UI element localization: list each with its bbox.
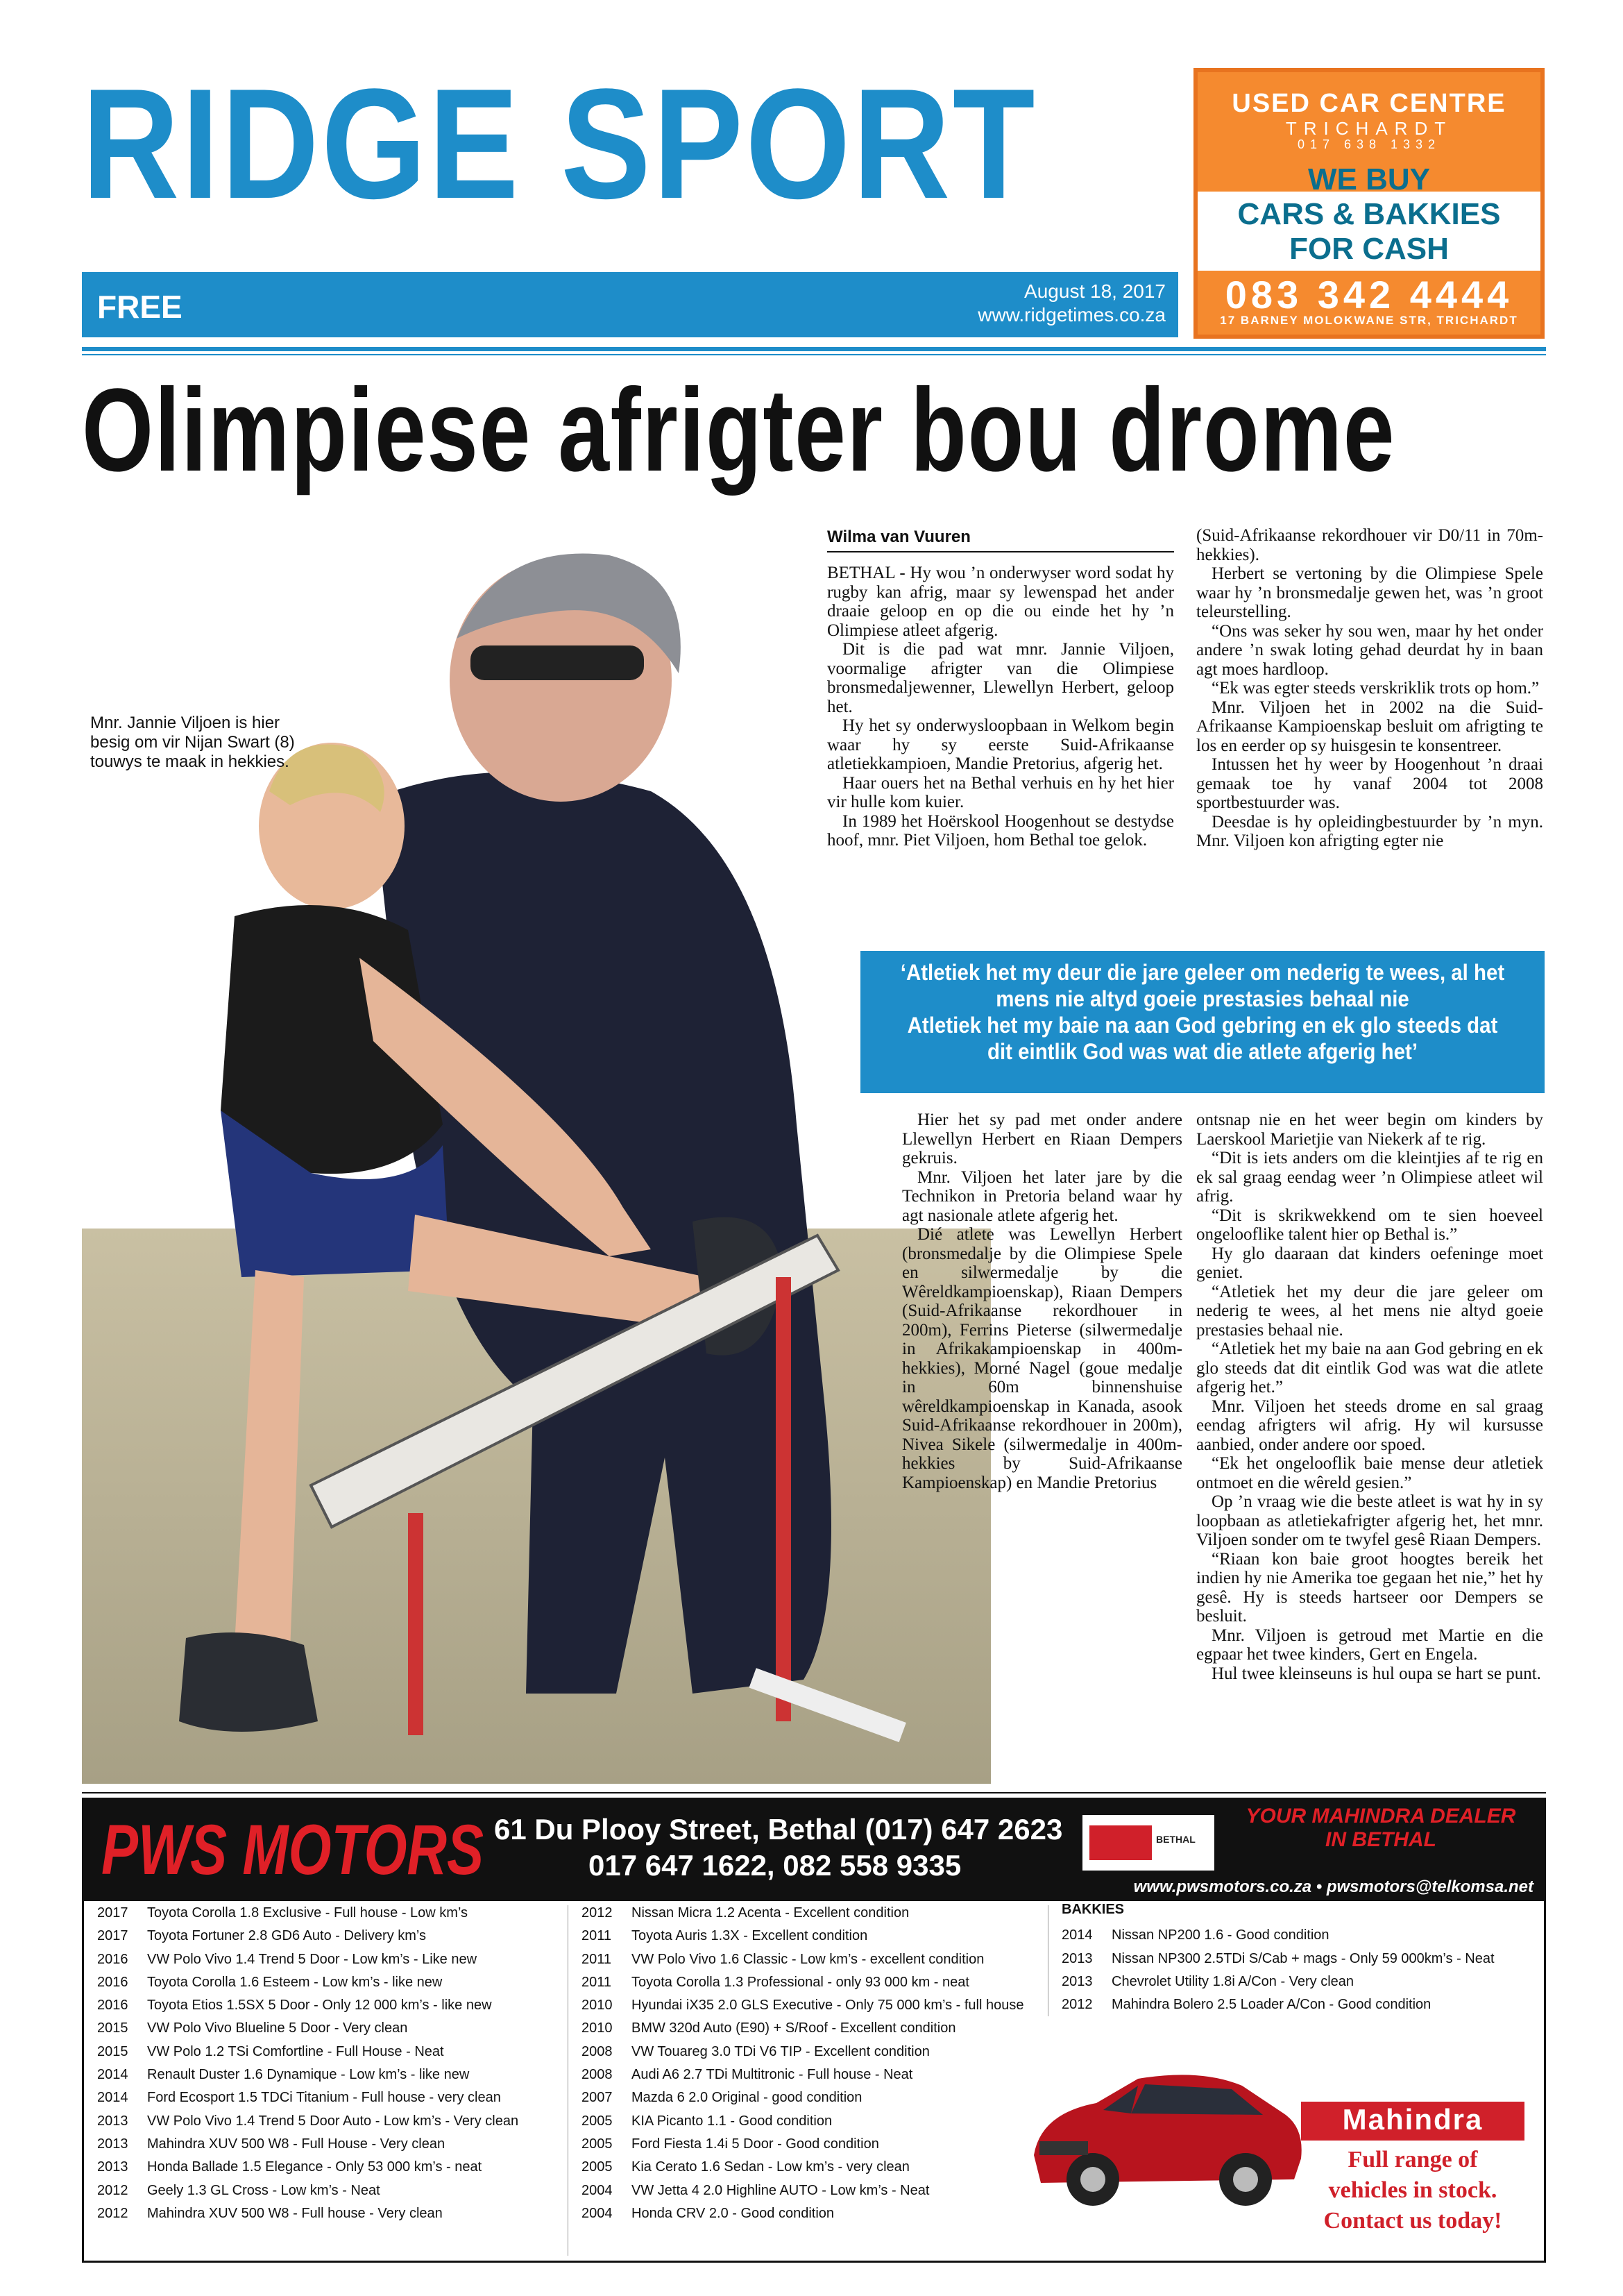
masthead-rule-thin xyxy=(82,354,1546,355)
paragraph: Herbert se vertoning by die Olimpiese Spele waar hy ’n bronsmedalje gewen het, was ’n groot teleurstelling. xyxy=(1196,564,1543,621)
vehicle-description: Nissan Micra 1.2 Acenta - Excellent condition xyxy=(631,1905,910,1921)
vehicle-description: Audi A6 2.7 TDi Multitronic - Full house - Neat xyxy=(631,2067,913,2083)
paragraph: ontsnap nie en het weer begin om kinders by Laerskool Marietjie van Niekerk af te rig. xyxy=(1196,1111,1543,1149)
ucc-address: 17 BARNEY MOLOKWANE STR, TRICHARDT xyxy=(1220,314,1518,327)
vehicle-year: 2012 xyxy=(581,1905,613,1921)
vehicle-row xyxy=(581,2041,1039,2063)
vehicle-description: Ford Ecosport 1.5 TDCi Titanium - Full house - very clean xyxy=(147,2090,501,2106)
article-headline: Olimpiese afrigter bou drome xyxy=(82,364,1396,496)
paragraph: “Ons was seker hy sou wen, maar hy het onder andere ’n swak loting gehad deurdat hy in baan agt moes hardloop. xyxy=(1196,621,1543,679)
vehicle-description: BMW 320d Auto (E90) + S/Roof - Excellent condition xyxy=(631,2020,956,2036)
vehicle-year: 2008 xyxy=(581,2043,613,2059)
vehicle-description: VW Touareg 3.0 TDi V6 TIP - Excellent condition xyxy=(631,2043,930,2059)
ucc-phone[interactable]: 083 342 4444 xyxy=(1225,273,1513,316)
vehicle-year: 2015 xyxy=(97,2020,128,2036)
vehicle-year: 2007 xyxy=(581,2090,613,2106)
vehicle-description: Toyota Corolla 1.3 Professional - only 93 000 km - neat xyxy=(631,1974,969,1990)
vehicle-row xyxy=(97,1971,555,1994)
pws-address: 61 Du Plooy Street, Bethal (017) 647 2623 xyxy=(494,1813,1063,1846)
vehicle-row xyxy=(97,2179,555,2202)
vehicle-year: 2005 xyxy=(581,2113,613,2129)
paragraph: BETHAL - Hy wou ’n onderwyser word sodat hy rugby kan afrig, maar sy lewenspad het ander draaie geloop en op die ou einde het hy ’n Olimpiese atleet afgerig. xyxy=(827,564,1174,640)
vehicle-description: VW Jetta 4 2.0 Highline AUTO - Low km’s - Neat xyxy=(631,2182,930,2198)
ucc-name: USED CAR CENTRE xyxy=(1232,89,1506,118)
vehicle-list-1 xyxy=(97,1902,555,2225)
vehicle-row xyxy=(97,2133,555,2156)
mahindra-logo: Mahindra xyxy=(1342,2103,1484,2136)
vehicle-description: Hyundai iX35 2.0 GLS Executive - Only 75 000 km’s - full house xyxy=(631,1998,1024,2014)
vehicle-description: VW Polo Vivo 1.4 Trend 5 Door Auto - Low km’s - Very clean xyxy=(147,2113,519,2129)
mahindra-badge-text: BETHAL xyxy=(1156,1834,1196,1845)
paragraph: “Riaan kon baie groot hoogtes bereik het indien hy nie Amerika toe gegaan het nie,” het hy gesê. Hy is steeds hartseer oor Dempers se besluit. xyxy=(1196,1549,1543,1626)
vehicle-year: 2004 xyxy=(581,2182,613,2198)
vehicle-row xyxy=(581,1925,1039,1948)
mahindra-promo xyxy=(1301,2145,1524,2236)
vehicle-year: 2005 xyxy=(581,2136,613,2152)
mahindra-suv-image xyxy=(1020,2037,1311,2218)
photo-caption: Mnr. Jannie Viljoen is hier besig om vir Nijan Swart (8) touwys te maak in hekkies. xyxy=(90,714,295,771)
vehicle-description: Mahindra Bolero 2.5 Loader A/Con - Good condition xyxy=(1112,1997,1431,2013)
vehicle-list-2 xyxy=(581,1902,1039,2225)
vehicle-year: 2015 xyxy=(97,2043,128,2059)
vehicle-year: 2016 xyxy=(97,1998,128,2014)
paragraph: “Ek was egter steeds verskriklik trots op hom.” xyxy=(1212,679,1540,698)
vehicle-row xyxy=(1062,1993,1520,2016)
vehicle-row xyxy=(97,2041,555,2063)
vehicle-row xyxy=(97,1948,555,1971)
vehicle-row xyxy=(581,2063,1039,2086)
vehicle-row xyxy=(1062,1970,1520,1993)
vehicle-year: 2010 xyxy=(581,1998,613,2014)
ucc-slogan-line3: FOR CASH xyxy=(1289,232,1449,266)
promo-line-3: Contact us today! xyxy=(1323,2208,1502,2234)
bakkie-list xyxy=(1062,1898,1520,2016)
paragraph: (Suid-Afrikaanse rekordhouer vir D0/11 in 70m-hekkies). xyxy=(1196,526,1543,564)
masthead-rule xyxy=(82,347,1546,351)
vehicle-description: Mahindra XUV 500 W8 - Full house - Very clean xyxy=(147,2205,443,2221)
vehicle-year: 2011 xyxy=(581,1928,612,1944)
vehicle-row xyxy=(581,1971,1039,1994)
vehicle-row xyxy=(581,2110,1039,2133)
paragraph: Mnr. Viljoen het later jare by die Technikon in Pretoria beland waar hy agt nasionale atlete afgerig het. xyxy=(902,1167,1182,1225)
vehicle-row xyxy=(581,1948,1039,1971)
mahindra-badge-logo xyxy=(1089,1825,1152,1860)
vehicle-row xyxy=(97,2086,555,2109)
paragraph: Hy glo daaraan dat kinders oefeninge moet geniet. xyxy=(1196,1244,1543,1282)
paragraph: Dié atlete was Lewellyn Herbert (bronsmedalje by die Olimpiese Spele en silwermedalje by die Wêreldkampioenskap), Riaan Dempers (Suid-Afrikaanse rekordhouer in 200m), Ferrins Pieterse (silwermedalje in Afrikakampioenskap in 400m-hekkies), Morné Nagel (goue medalje in 60m binnenshuise wêreldkampioenskap in Kanada, asook Suid-Afrikaanse rekordhouer in 200m), Nivea Sikele (silwermedalje in 400m-hekkies by Suid-Afrikaanse Kampioenskap) en Mandie Pretorius xyxy=(902,1225,1182,1492)
vehicle-row xyxy=(581,1902,1039,1925)
vehicle-description: Kia Cerato 1.6 Sedan - Low km’s - very clean xyxy=(631,2159,910,2175)
masthead-title: RIDGE SPORT xyxy=(82,56,1037,231)
vehicle-description: Renault Duster 1.6 Dynamique - Low km’s - like new xyxy=(147,2067,470,2083)
vehicle-year: 2012 xyxy=(97,2205,128,2221)
vehicle-year: 2012 xyxy=(97,2182,128,2198)
paragraph: Deesdae is hy opleidingbestuurder by ’n myn. Mnr. Viljoen kon afrigting egter nie xyxy=(1196,812,1543,850)
promo-line-1: Full range of xyxy=(1348,2147,1478,2172)
vehicle-year: 2013 xyxy=(97,2136,128,2152)
paragraph: Mnr. Viljoen het steeds drome en sal graag eendag afrigters wil afrig. Hy wil kursusse aanbied, onder andere oor spoed. xyxy=(1196,1396,1543,1454)
vehicle-row xyxy=(1062,1948,1520,1970)
ucc-town: TRICHARDT xyxy=(1285,118,1453,139)
vehicle-row xyxy=(97,1902,555,1925)
article-column-3 xyxy=(902,1111,1182,1492)
dealer-tagline-1: YOUR MAHINDRA DEALER xyxy=(1246,1805,1516,1827)
paragraph: In 1989 het Hoërskool Hoogenhout se destydse hoof, mnr. Piet Viljoen, hom Bethal toe gelok. xyxy=(827,811,1174,850)
vehicle-description: VW Polo Vivo 1.6 Classic - Low km’s - excellent condition xyxy=(631,1951,985,1967)
article-column-4 xyxy=(1196,1111,1543,1683)
free-label: FREE xyxy=(97,289,182,325)
issue-date-block xyxy=(902,280,1166,327)
pws-logo: PWS MOTORS xyxy=(101,1810,484,1889)
paragraph: Dit is die pad wat mnr. Jannie Viljoen, voormalige afrigter van die Olimpiese bronsmedaljewenner, Llewellyn Herbert, geloop het. xyxy=(827,640,1174,716)
vehicle-description: Honda Ballade 1.5 Elegance - Only 53 000 km’s - neat xyxy=(147,2159,482,2175)
article-column-1 xyxy=(827,564,1174,850)
vehicle-description: VW Polo Vivo Blueline 5 Door - Very clean xyxy=(147,2020,408,2036)
vehicle-row xyxy=(581,2017,1039,2040)
pws-web-contact[interactable]: www.pwsmotors.co.za • pwsmotors@telkomsa.net xyxy=(1133,1877,1533,1896)
vehicle-year: 2011 xyxy=(581,1974,612,1990)
paragraph: Hier het sy pad met onder andere Llewellyn Herbert en Riaan Dempers gekruis. xyxy=(902,1111,1182,1167)
vehicle-year: 2016 xyxy=(97,1974,128,1990)
paragraph: Hy het sy onderwysloopbaan in Welkom begin waar hy sy eerste Suid-Afrikaanse atletiekkampioen, Mandie Pretorius, afgerig het. xyxy=(827,716,1174,773)
vehicle-description: Nissan NP300 2.5TDi S/Cab + mags - Only 59 000km’s - Neat xyxy=(1112,1950,1495,1966)
vehicle-description: Toyota Corolla 1.6 Esteem - Low km’s - like new xyxy=(147,1974,443,1990)
pws-phones[interactable]: 017 647 1622, 082 558 9335 xyxy=(588,1849,962,1882)
paragraph: “Dit is iets anders om die kleintjies af te rig en ek sal graag eendag weer ’n Olimpiese atleet wil afrig. xyxy=(1196,1149,1543,1206)
vehicle-year: 2016 xyxy=(97,1951,128,1967)
paragraph: Intussen het hy weer by Hoogenhout ’n draai gemaak toe hy vanaf 2004 tot 2008 sportbestuurder was. xyxy=(1196,755,1543,812)
promo-line-2: vehicles in stock. xyxy=(1328,2177,1497,2203)
vehicle-description: Nissan NP200 1.6 - Good condition xyxy=(1112,1927,1329,1943)
vehicle-row xyxy=(581,2202,1039,2225)
byline-rule xyxy=(827,551,1174,552)
vehicle-description: Geely 1.3 GL Cross - Low km’s - Neat xyxy=(147,2182,380,2198)
ucc-slogan-line2: CARS & BAKKIES xyxy=(1237,197,1501,231)
dealer-tagline xyxy=(1228,1805,1533,1852)
pull-quote-line-1: ‘Atletiek het my deur die jare geleer om nederig te wees, al het mens nie altyd goeie prestasies behaal nie xyxy=(900,960,1505,1011)
vehicle-year: 2010 xyxy=(581,2020,613,2036)
vehicle-year: 2017 xyxy=(97,1905,128,1921)
issue-date: August 18, 2017 xyxy=(1024,280,1166,302)
vehicle-row xyxy=(1062,1924,1520,1947)
vehicle-description: Mazda 6 2.0 Original - good condition xyxy=(631,2090,863,2106)
vehicle-year: 2014 xyxy=(97,2090,128,2106)
paragraph: Op ’n vraag wie die beste atleet is wat hy in sy loopbaan as atletiekafrigter afgerig het, het mnr. Viljoen sonder om te twyfel gesê Riaan Dempers. xyxy=(1196,1492,1543,1549)
vehicle-year: 2013 xyxy=(1062,1973,1093,1989)
paragraph: Mnr. Viljoen het in 2002 na die Suid-Afrikaanse Kampioenskap besluit om afrigting te los en eerder op sy huisgesin te konsentreer. xyxy=(1196,698,1543,755)
vehicle-row xyxy=(581,2156,1039,2179)
vehicle-description: KIA Picanto 1.1 - Good condition xyxy=(631,2113,833,2129)
vehicle-row xyxy=(97,2110,555,2133)
vehicle-row xyxy=(581,2086,1039,2109)
vehicle-description: Honda CRV 2.0 - Good condition xyxy=(631,2205,835,2221)
paragraph: “Ek het ongelooflik baie mense deur atletiek ontmoet en die wêreld gesien.” xyxy=(1196,1454,1543,1492)
byline: Wilma van Vuuren xyxy=(827,527,971,546)
vehicle-description: Toyota Fortuner 2.8 GD6 Auto - Delivery km’s xyxy=(147,1928,427,1944)
dealer-tagline-2: IN BETHAL xyxy=(1325,1828,1436,1851)
vehicle-year: 2017 xyxy=(97,1928,128,1944)
vehicle-description: Chevrolet Utility 1.8i A/Con - Very clean xyxy=(1112,1973,1354,1989)
vehicle-row xyxy=(97,2017,555,2040)
vehicle-row xyxy=(97,2156,555,2179)
paragraph: “Atletiek het my baie na aan God gebring en ek glo steeds dat dit eintlik God was wat die atlete afgerig het.” xyxy=(1196,1340,1543,1396)
vehicle-year: 2014 xyxy=(1062,1927,1093,1943)
vehicle-year: 2008 xyxy=(581,2067,613,2083)
vehicle-year: 2005 xyxy=(581,2159,613,2175)
vehicle-year: 2013 xyxy=(97,2159,128,2175)
vehicle-description: VW Polo 1.2 TSi Comfortline - Full House - Neat xyxy=(147,2043,444,2059)
paragraph: “Atletiek het my deur die jare geleer om nederig te wees, al het mens nie altyd goeie prestasies behaal nie. xyxy=(1196,1282,1543,1340)
vehicle-year: 2013 xyxy=(1062,1950,1093,1966)
vehicle-description: Ford Fiesta 1.4i 5 Door - Good condition xyxy=(631,2136,879,2152)
vehicle-row xyxy=(97,2202,555,2225)
article-column-2 xyxy=(1196,526,1543,851)
vehicle-row xyxy=(97,1994,555,2017)
pull-quote xyxy=(894,959,1511,1065)
paragraph: “Dit is skrikwekkend om te sien hoeveel ongelooflike talent hier op Bethal is.” xyxy=(1196,1206,1543,1244)
vehicle-description: Toyota Auris 1.3X - Excellent condition xyxy=(631,1928,868,1944)
vehicle-year: 2012 xyxy=(1062,1997,1093,2013)
vehicle-description: Toyota Corolla 1.8 Exclusive - Full house - Low km’s xyxy=(147,1905,468,1921)
ucc-slogan-line1: WE BUY xyxy=(1308,162,1430,196)
vehicle-year: 2014 xyxy=(97,2067,128,2083)
vehicle-description: Mahindra XUV 500 W8 - Full House - Very clean xyxy=(147,2136,445,2152)
ucc-slogan xyxy=(1198,162,1540,267)
vehicle-row xyxy=(97,1925,555,1948)
paragraph: Hul twee kleinseuns is hul oupa se hart se punt. xyxy=(1212,1664,1541,1683)
website-link[interactable]: www.ridgetimes.co.za xyxy=(978,304,1166,326)
ad-separator-rule xyxy=(82,1792,1546,1793)
vehicle-row xyxy=(581,2179,1039,2202)
vehicle-year: 2011 xyxy=(581,1951,612,1967)
pull-quote-line-2: Atletiek het my baie na aan God gebring en ek glo steeds dat dit eintlik God was wat die atlete afgerig het’ xyxy=(907,1013,1498,1064)
vehicle-row xyxy=(97,2063,555,2086)
vehicle-description: VW Polo Vivo 1.4 Trend 5 Door - Low km’s - Like new xyxy=(147,1951,477,1967)
vehicle-year: 2004 xyxy=(581,2205,613,2221)
ucc-small-phone: 017 638 1332 xyxy=(1297,137,1441,151)
paragraph: Haar ouers het na Bethal verhuis en hy het hier vir hulle kom kuier. xyxy=(827,773,1174,811)
bakkies-header: BAKKIES xyxy=(1062,1902,1125,1917)
paragraph: Mnr. Viljoen is getroud met Martie en die egpaar het twee kinders, Gert en Engela. xyxy=(1196,1626,1543,1664)
vehicle-row xyxy=(581,1994,1039,2017)
vehicle-year: 2013 xyxy=(97,2113,128,2129)
vehicle-description: Toyota Etios 1.5SX 5 Door - Only 12 000 km’s - like new xyxy=(147,1998,492,2014)
vehicle-row xyxy=(581,2133,1039,2156)
